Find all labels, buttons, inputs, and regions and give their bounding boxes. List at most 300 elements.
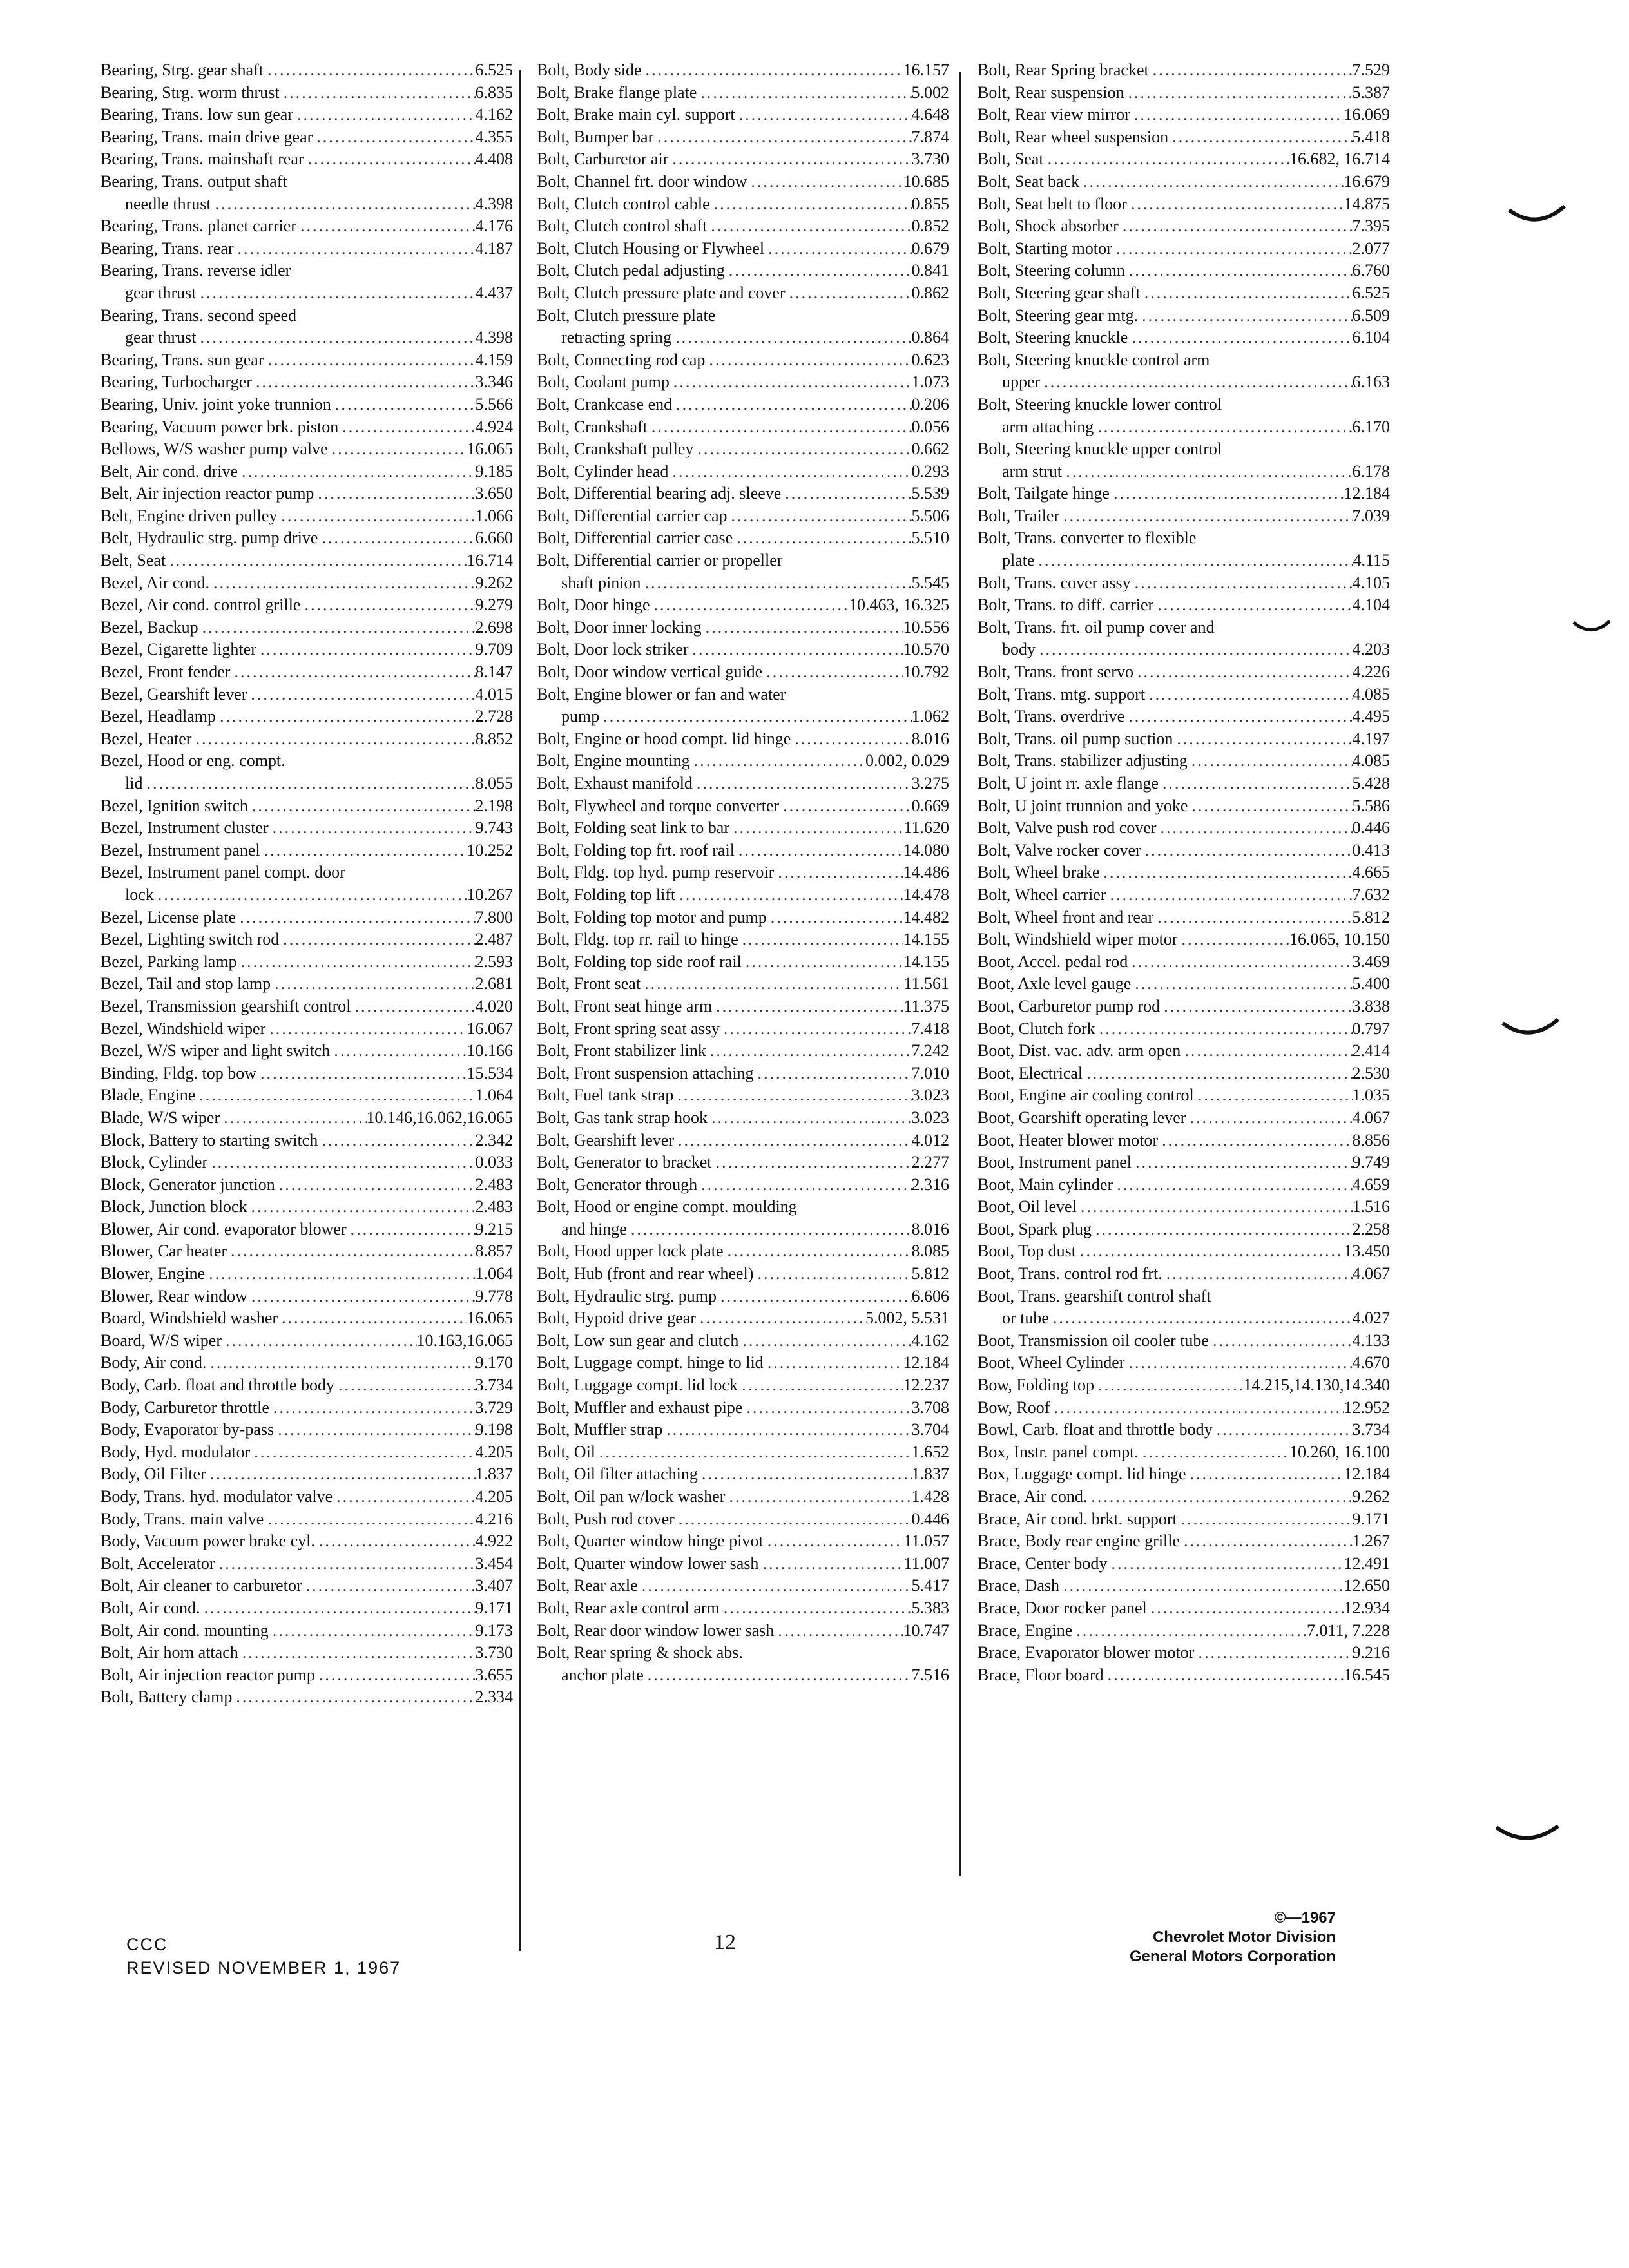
entry-reference: 4.355 bbox=[475, 127, 513, 146]
entry-name: Boot, Electrical bbox=[978, 1063, 1083, 1082]
entry-reference: 2.530 bbox=[1352, 1063, 1390, 1082]
index-entry bbox=[537, 505, 949, 528]
entry-reference: 16.545 bbox=[1344, 1665, 1390, 1684]
entry-reference: 3.655 bbox=[475, 1665, 513, 1684]
index-entry bbox=[978, 1040, 1390, 1062]
entry-name: Bolt, Fuel tank strap bbox=[537, 1086, 674, 1105]
entry-name: Bearing, Strg. gear shaft bbox=[101, 61, 264, 79]
entry-reference: 9.709 bbox=[475, 640, 513, 659]
index-entry bbox=[978, 171, 1390, 193]
entry-reference: 4.226 bbox=[1352, 662, 1390, 682]
index-entry bbox=[101, 215, 513, 238]
entry-reference: 3.734 bbox=[475, 1376, 513, 1395]
leader-dots bbox=[227, 1240, 475, 1263]
leader-dots bbox=[1160, 995, 1352, 1018]
index-entry bbox=[537, 1263, 949, 1285]
entry-reference: 4.105 bbox=[1352, 573, 1390, 592]
entry-reference: 7.874 bbox=[911, 127, 949, 146]
leader-dots bbox=[264, 1508, 475, 1531]
index-entry bbox=[537, 1040, 949, 1062]
entry-name: Bolt, Low sun gear and clutch bbox=[537, 1331, 739, 1350]
index-entry bbox=[537, 639, 949, 661]
entry-name: Bolt, Clutch pressure plate bbox=[537, 305, 716, 325]
entry-reference: 1.652 bbox=[911, 1442, 949, 1461]
index-entry bbox=[978, 1129, 1390, 1152]
leader-dots bbox=[238, 461, 475, 483]
entry-name: Bolt, Exhaust manifold bbox=[537, 774, 693, 793]
leader-dots bbox=[328, 438, 467, 461]
index-entry bbox=[537, 1620, 949, 1642]
leader-dots bbox=[280, 82, 476, 104]
entry-name: Bolt, Seat belt to floor bbox=[978, 194, 1127, 213]
index-entry bbox=[537, 907, 949, 929]
leader-dots bbox=[712, 995, 903, 1018]
entry-name: Bolt, Air cond. mounting bbox=[101, 1620, 269, 1640]
index-entry bbox=[978, 215, 1390, 238]
entry-name: Bolt, Steering knuckle control arm bbox=[978, 350, 1210, 369]
entry-reference: 16.714 bbox=[467, 551, 513, 570]
entry-name: Bolt, Rear spring & shock abs. bbox=[537, 1643, 743, 1662]
leader-dots bbox=[662, 1419, 911, 1441]
entry-name: Bolt, Channel frt. door window bbox=[537, 171, 747, 191]
leader-dots bbox=[738, 928, 903, 951]
entry-name: Blower, Rear window bbox=[101, 1286, 247, 1305]
leader-dots bbox=[762, 661, 903, 684]
index-entry bbox=[101, 1129, 513, 1152]
entry-name: Bolt, Trailer bbox=[978, 506, 1060, 525]
entry-reference: 14.478 bbox=[903, 885, 949, 904]
index-entry bbox=[978, 327, 1390, 349]
entry-reference: 0.797 bbox=[1352, 1019, 1390, 1038]
leader-dots bbox=[1035, 550, 1353, 572]
entry-reference: 1.516 bbox=[1352, 1197, 1390, 1216]
entry-reference: 4.085 bbox=[1352, 751, 1390, 771]
index-entry bbox=[978, 1263, 1390, 1285]
leader-dots bbox=[747, 171, 903, 193]
index-entry bbox=[978, 126, 1390, 149]
entry-name-continued: anchor plate bbox=[561, 1665, 644, 1684]
entry-name: Bolt, Hood upper lock plate bbox=[537, 1242, 724, 1261]
index-entry bbox=[978, 1285, 1390, 1330]
entry-name: Bolt, Hydraulic strg. pump bbox=[537, 1286, 717, 1305]
index-column-2 bbox=[537, 59, 949, 1686]
leader-dots bbox=[653, 126, 911, 149]
index-entry bbox=[537, 1397, 949, 1419]
entry-reference: 15.534 bbox=[467, 1063, 513, 1082]
leader-dots bbox=[1095, 1018, 1353, 1041]
leader-dots bbox=[1059, 505, 1352, 528]
index-entry bbox=[978, 1352, 1390, 1374]
index-entry bbox=[101, 1107, 513, 1129]
entry-name: Bolt, Push rod cover bbox=[537, 1509, 675, 1528]
leader-dots bbox=[275, 1174, 476, 1196]
entry-name: Bolt, Rear view mirror bbox=[978, 105, 1130, 124]
index-entry bbox=[978, 59, 1390, 82]
leader-dots bbox=[1130, 104, 1344, 126]
entry-name: Bezel, Instrument panel compt. door bbox=[101, 863, 345, 882]
leader-dots bbox=[697, 1174, 911, 1196]
leader-dots bbox=[338, 416, 475, 439]
entry-name: Bolt, Folding top motor and pump bbox=[537, 907, 767, 927]
entry-name-continued: arm strut bbox=[1002, 461, 1063, 481]
leader-dots bbox=[774, 1620, 903, 1642]
entry-name: Bellows, W/S washer pump valve bbox=[101, 439, 328, 459]
entry-name: Bearing, Strg. worm thrust bbox=[101, 82, 280, 102]
index-entry bbox=[101, 1374, 513, 1397]
leader-dots bbox=[302, 1575, 476, 1597]
entry-reference: 4.670 bbox=[1352, 1353, 1390, 1372]
entry-reference: 1.064 bbox=[475, 1086, 513, 1105]
leader-dots bbox=[1128, 951, 1352, 974]
leader-dots bbox=[738, 1330, 911, 1352]
leader-dots bbox=[671, 327, 911, 349]
leader-dots bbox=[753, 1263, 911, 1285]
index-entry bbox=[101, 1419, 513, 1441]
entry-name: Bolt, Generator through bbox=[537, 1175, 698, 1194]
entry-reference: 12.650 bbox=[1344, 1576, 1390, 1595]
index-entry bbox=[978, 594, 1390, 617]
entry-reference: 2.698 bbox=[475, 617, 513, 637]
entry-reference: 4.067 bbox=[1352, 1264, 1390, 1283]
leader-dots bbox=[733, 527, 911, 550]
entry-name: Bolt, Steering knuckle lower control bbox=[978, 394, 1222, 414]
entry-name: Box, Luggage compt. lid hinge bbox=[978, 1465, 1186, 1484]
entry-reference: 9.778 bbox=[475, 1286, 513, 1305]
entry-reference: 4.216 bbox=[475, 1509, 513, 1528]
entry-name: Bolt, Cylinder head bbox=[537, 461, 669, 481]
entry-reference: 4.162 bbox=[911, 1331, 949, 1350]
entry-reference: 1.837 bbox=[475, 1465, 513, 1484]
entry-name: Blower, Air cond. evaporator blower bbox=[101, 1219, 347, 1238]
entry-name: Body, Oil Filter bbox=[101, 1465, 206, 1484]
entry-name: Bolt, Steering knuckle upper control bbox=[978, 439, 1222, 459]
entry-reference: 2.342 bbox=[475, 1130, 513, 1149]
entry-reference: 0.852 bbox=[911, 216, 949, 236]
leader-dots bbox=[1180, 1530, 1352, 1553]
entry-name: Bolt, Trans. mtg. support bbox=[978, 684, 1146, 704]
index-entry bbox=[101, 82, 513, 104]
leader-dots bbox=[1145, 684, 1352, 706]
leader-dots bbox=[351, 995, 476, 1018]
index-entry bbox=[537, 995, 949, 1018]
entry-reference: 6.170 bbox=[1352, 417, 1390, 436]
entry-reference: 2.593 bbox=[475, 952, 513, 971]
entry-reference: 3.734 bbox=[1352, 1420, 1390, 1439]
leader-dots bbox=[670, 371, 912, 394]
entry-reference: 5.002 bbox=[911, 82, 949, 102]
leader-dots bbox=[265, 1018, 467, 1041]
index-entry bbox=[537, 305, 949, 349]
index-entry bbox=[537, 527, 949, 550]
entry-reference: 4.437 bbox=[475, 283, 513, 302]
entry-reference: 4.104 bbox=[1352, 595, 1390, 615]
entry-name: Bolt, Muffler and exhaust pipe bbox=[537, 1398, 743, 1417]
leader-dots bbox=[333, 1486, 475, 1508]
entry-reference: 8.055 bbox=[475, 774, 513, 793]
entry-reference: 3.838 bbox=[1352, 996, 1390, 1015]
leader-dots bbox=[318, 1129, 475, 1152]
entry-name-continued: or tube bbox=[1002, 1309, 1049, 1328]
index-entry bbox=[978, 505, 1390, 528]
index-entry bbox=[978, 973, 1390, 995]
index-entry bbox=[978, 861, 1390, 884]
entry-name: Block, Cylinder bbox=[101, 1153, 208, 1172]
entry-name: Bolt, Oil filter attaching bbox=[537, 1465, 698, 1484]
index-entry bbox=[101, 1441, 513, 1464]
index-entry bbox=[978, 438, 1390, 483]
entry-reference: 4.085 bbox=[1352, 684, 1390, 704]
entry-reference: 6.525 bbox=[475, 61, 513, 79]
entry-name: Bolt, Trans. converter to flexible bbox=[978, 528, 1197, 548]
entry-name: Boot, Instrument panel bbox=[978, 1153, 1132, 1172]
leader-dots bbox=[256, 1062, 467, 1085]
entry-reference: 6.760 bbox=[1352, 261, 1390, 280]
index-entry bbox=[101, 1196, 513, 1218]
entry-name: Belt, Hydraulic strg. pump drive bbox=[101, 528, 318, 548]
entry-reference: 14.875 bbox=[1344, 194, 1390, 213]
index-entry bbox=[101, 594, 513, 617]
index-entry bbox=[978, 527, 1390, 572]
index-entry bbox=[537, 1575, 949, 1597]
entry-name: Bezel, Tail and stop lamp bbox=[101, 974, 271, 994]
index-entry bbox=[978, 1642, 1390, 1664]
entry-reference: 6.178 bbox=[1352, 461, 1390, 481]
entry-name: Bolt, Hypoid drive gear bbox=[537, 1309, 696, 1328]
entry-name: Bolt, Trans. overdrive bbox=[978, 707, 1125, 726]
entry-name-continued: body bbox=[1002, 640, 1036, 659]
entry-name: Bolt, Hub (front and rear wheel) bbox=[537, 1264, 754, 1283]
leader-dots bbox=[1131, 973, 1352, 995]
leader-dots bbox=[673, 1084, 911, 1107]
entry-reference: 1.073 bbox=[911, 372, 949, 392]
entry-name: Binding, Fldg. top bow bbox=[101, 1063, 256, 1082]
entry-name: Bolt, Crankcase end bbox=[537, 394, 673, 414]
leader-dots bbox=[1092, 1218, 1353, 1241]
leader-dots bbox=[247, 1196, 475, 1218]
leader-dots bbox=[315, 1530, 476, 1553]
leader-dots bbox=[278, 1307, 467, 1330]
leader-dots bbox=[1036, 639, 1353, 661]
leader-dots bbox=[1040, 371, 1352, 394]
leader-dots bbox=[264, 59, 476, 82]
index-entry bbox=[978, 282, 1390, 305]
leader-dots bbox=[786, 282, 912, 305]
index-entry bbox=[537, 1330, 949, 1352]
index-entry bbox=[978, 684, 1390, 706]
leader-dots bbox=[641, 973, 903, 995]
entry-name: Bolt, Luggage compt. hinge to lid bbox=[537, 1353, 764, 1372]
entry-reference: 2.334 bbox=[475, 1687, 513, 1707]
index-entry bbox=[101, 750, 513, 794]
leader-dots bbox=[252, 371, 476, 394]
entry-reference: 10.747 bbox=[903, 1620, 949, 1640]
leader-dots bbox=[216, 706, 475, 728]
entry-name: Bolt, Starting motor bbox=[978, 238, 1112, 258]
entry-reference: 6.606 bbox=[911, 1286, 949, 1305]
index-entry bbox=[978, 617, 1390, 661]
leader-dots bbox=[1112, 238, 1353, 260]
index-entry bbox=[537, 171, 949, 193]
index-entry bbox=[537, 795, 949, 818]
leader-dots bbox=[277, 505, 475, 528]
entry-name: Bezel, Front fender bbox=[101, 662, 231, 682]
entry-name: Bolt, Clutch control cable bbox=[537, 194, 710, 213]
index-entry bbox=[101, 1018, 513, 1041]
entry-name: Bolt, Windshield wiper motor bbox=[978, 930, 1178, 949]
index-entry bbox=[537, 951, 949, 974]
leader-dots bbox=[688, 639, 903, 661]
leader-dots bbox=[264, 349, 475, 372]
entry-name: Block, Junction block bbox=[101, 1197, 247, 1216]
leader-dots bbox=[1149, 59, 1353, 82]
leader-dots bbox=[698, 1463, 912, 1486]
entry-reference: 5.510 bbox=[911, 528, 949, 548]
index-entry bbox=[537, 1441, 949, 1464]
leader-dots bbox=[1131, 572, 1353, 595]
entry-name: Bezel, W/S wiper and light switch bbox=[101, 1041, 331, 1061]
entry-reference: 4.176 bbox=[475, 216, 513, 236]
entry-name-continued: gear thrust bbox=[125, 328, 197, 347]
entry-name: Bolt, Differential carrier case bbox=[537, 528, 733, 548]
entry-name: Bolt, Quarter window hinge pivot bbox=[537, 1532, 764, 1551]
leader-dots bbox=[1162, 1263, 1353, 1285]
entry-name-continued: plate bbox=[1002, 551, 1035, 570]
index-entry bbox=[537, 928, 949, 951]
leader-dots bbox=[717, 1285, 911, 1308]
leader-dots bbox=[668, 148, 911, 171]
index-entry bbox=[978, 1441, 1390, 1464]
leader-dots bbox=[1110, 483, 1344, 505]
entry-name: Bolt, Muffler strap bbox=[537, 1420, 663, 1439]
index-column-1 bbox=[101, 59, 513, 1709]
entry-reference: 0.413 bbox=[1352, 840, 1390, 860]
entry-name: Bolt, Crankshaft pulley bbox=[537, 439, 694, 459]
leader-dots bbox=[279, 928, 475, 951]
leader-dots bbox=[1087, 1486, 1352, 1508]
index-entry bbox=[537, 148, 949, 171]
leader-dots bbox=[296, 215, 476, 238]
entry-reference: 5.002, 5.531 bbox=[865, 1309, 949, 1328]
entry-name: Bolt, U joint rr. axle flange bbox=[978, 774, 1159, 793]
leader-dots bbox=[754, 1062, 912, 1085]
entry-reference: 2.077 bbox=[1352, 238, 1390, 258]
entry-reference: 2.258 bbox=[1352, 1219, 1390, 1238]
leader-dots bbox=[742, 1397, 911, 1419]
entry-reference: 7.395 bbox=[1352, 216, 1390, 236]
index-entry bbox=[978, 1218, 1390, 1241]
leader-dots bbox=[1083, 1062, 1352, 1085]
entry-reference: 9.216 bbox=[1352, 1643, 1390, 1662]
index-entry bbox=[978, 1084, 1390, 1107]
column-divider bbox=[519, 70, 521, 1951]
index-entry bbox=[537, 82, 949, 104]
index-entry bbox=[537, 1419, 949, 1441]
entry-reference: 7.418 bbox=[911, 1019, 949, 1038]
entry-reference: 8.016 bbox=[911, 1219, 949, 1238]
leader-dots bbox=[222, 1330, 417, 1352]
index-entry bbox=[537, 1285, 949, 1308]
entry-reference: 5.812 bbox=[1352, 907, 1390, 927]
leader-dots bbox=[269, 817, 476, 840]
entry-reference: 0.446 bbox=[1352, 818, 1390, 838]
entry-reference: 9.262 bbox=[1352, 1487, 1390, 1506]
entry-reference: 7.632 bbox=[1352, 885, 1390, 904]
entry-name: Body, Evaporator by-pass bbox=[101, 1420, 275, 1439]
index-entry bbox=[978, 661, 1390, 684]
index-entry bbox=[101, 305, 513, 349]
index-entry bbox=[978, 1107, 1390, 1129]
index-entry bbox=[978, 82, 1390, 104]
index-entry bbox=[537, 817, 949, 840]
entry-name: Bolt, Folding top frt. roof rail bbox=[537, 840, 735, 860]
entry-name: Bezel, Parking lamp bbox=[101, 952, 237, 971]
leader-dots bbox=[1158, 1129, 1352, 1152]
index-entry bbox=[537, 550, 949, 594]
entry-name: Bolt, Oil bbox=[537, 1442, 596, 1461]
entry-name: Belt, Seat bbox=[101, 551, 166, 570]
leader-dots bbox=[1194, 1642, 1352, 1664]
entry-reference: 14.482 bbox=[903, 907, 949, 927]
entry-name: Bolt, Engine blower or fan and water bbox=[537, 684, 786, 704]
leader-dots bbox=[200, 1597, 476, 1620]
index-entry bbox=[101, 639, 513, 661]
index-entry bbox=[101, 1486, 513, 1508]
entry-reference: 4.659 bbox=[1352, 1175, 1390, 1194]
leader-dots bbox=[230, 661, 475, 684]
leader-dots bbox=[706, 1040, 912, 1062]
entry-name: Bolt, Rear wheel suspension bbox=[978, 127, 1169, 146]
leader-dots bbox=[791, 728, 911, 751]
entry-name: Bolt, Trans. oil pump suction bbox=[978, 729, 1173, 748]
leader-dots bbox=[247, 684, 475, 706]
leader-dots bbox=[347, 1218, 476, 1241]
index-entry bbox=[101, 260, 513, 304]
entry-name: Bow, Folding top bbox=[978, 1376, 1095, 1395]
binding-mark-icon bbox=[1501, 1018, 1559, 1044]
leader-dots bbox=[735, 104, 912, 126]
leader-dots bbox=[764, 1352, 903, 1374]
entry-name-continued: arm attaching bbox=[1002, 417, 1094, 436]
index-column-3 bbox=[978, 59, 1390, 1686]
leader-dots bbox=[238, 1642, 476, 1664]
leader-dots bbox=[1107, 1553, 1344, 1575]
leader-dots bbox=[767, 907, 903, 929]
entry-name: Bolt, Steering gear mtg. bbox=[978, 305, 1139, 325]
leader-dots bbox=[330, 1040, 467, 1062]
leader-dots bbox=[191, 728, 475, 751]
entry-name: Bolt, Clutch pedal adjusting bbox=[537, 261, 725, 280]
entry-reference: 14.080 bbox=[903, 840, 949, 860]
entry-reference: 10.685 bbox=[903, 171, 949, 191]
entry-reference: 11.007 bbox=[903, 1553, 949, 1573]
entry-reference: 5.566 bbox=[475, 394, 513, 414]
entry-name: Bearing, Turbocharger bbox=[101, 372, 252, 392]
index-entry bbox=[978, 1419, 1390, 1441]
entry-reference: 4.012 bbox=[911, 1130, 949, 1149]
entry-reference: 0.293 bbox=[911, 461, 949, 481]
leader-dots bbox=[1141, 282, 1353, 305]
entry-reference: 7.516 bbox=[911, 1665, 949, 1684]
entry-reference: 2.198 bbox=[475, 796, 513, 815]
entry-reference: 1.066 bbox=[475, 506, 513, 525]
index-entry bbox=[537, 1107, 949, 1129]
entry-name: Bolt, Carburetor air bbox=[537, 149, 669, 169]
entry-reference: 2.728 bbox=[475, 707, 513, 726]
entry-reference: 4.015 bbox=[475, 684, 513, 704]
index-entry bbox=[101, 1084, 513, 1107]
leader-dots bbox=[675, 1508, 912, 1531]
entry-reference: 3.346 bbox=[475, 372, 513, 392]
